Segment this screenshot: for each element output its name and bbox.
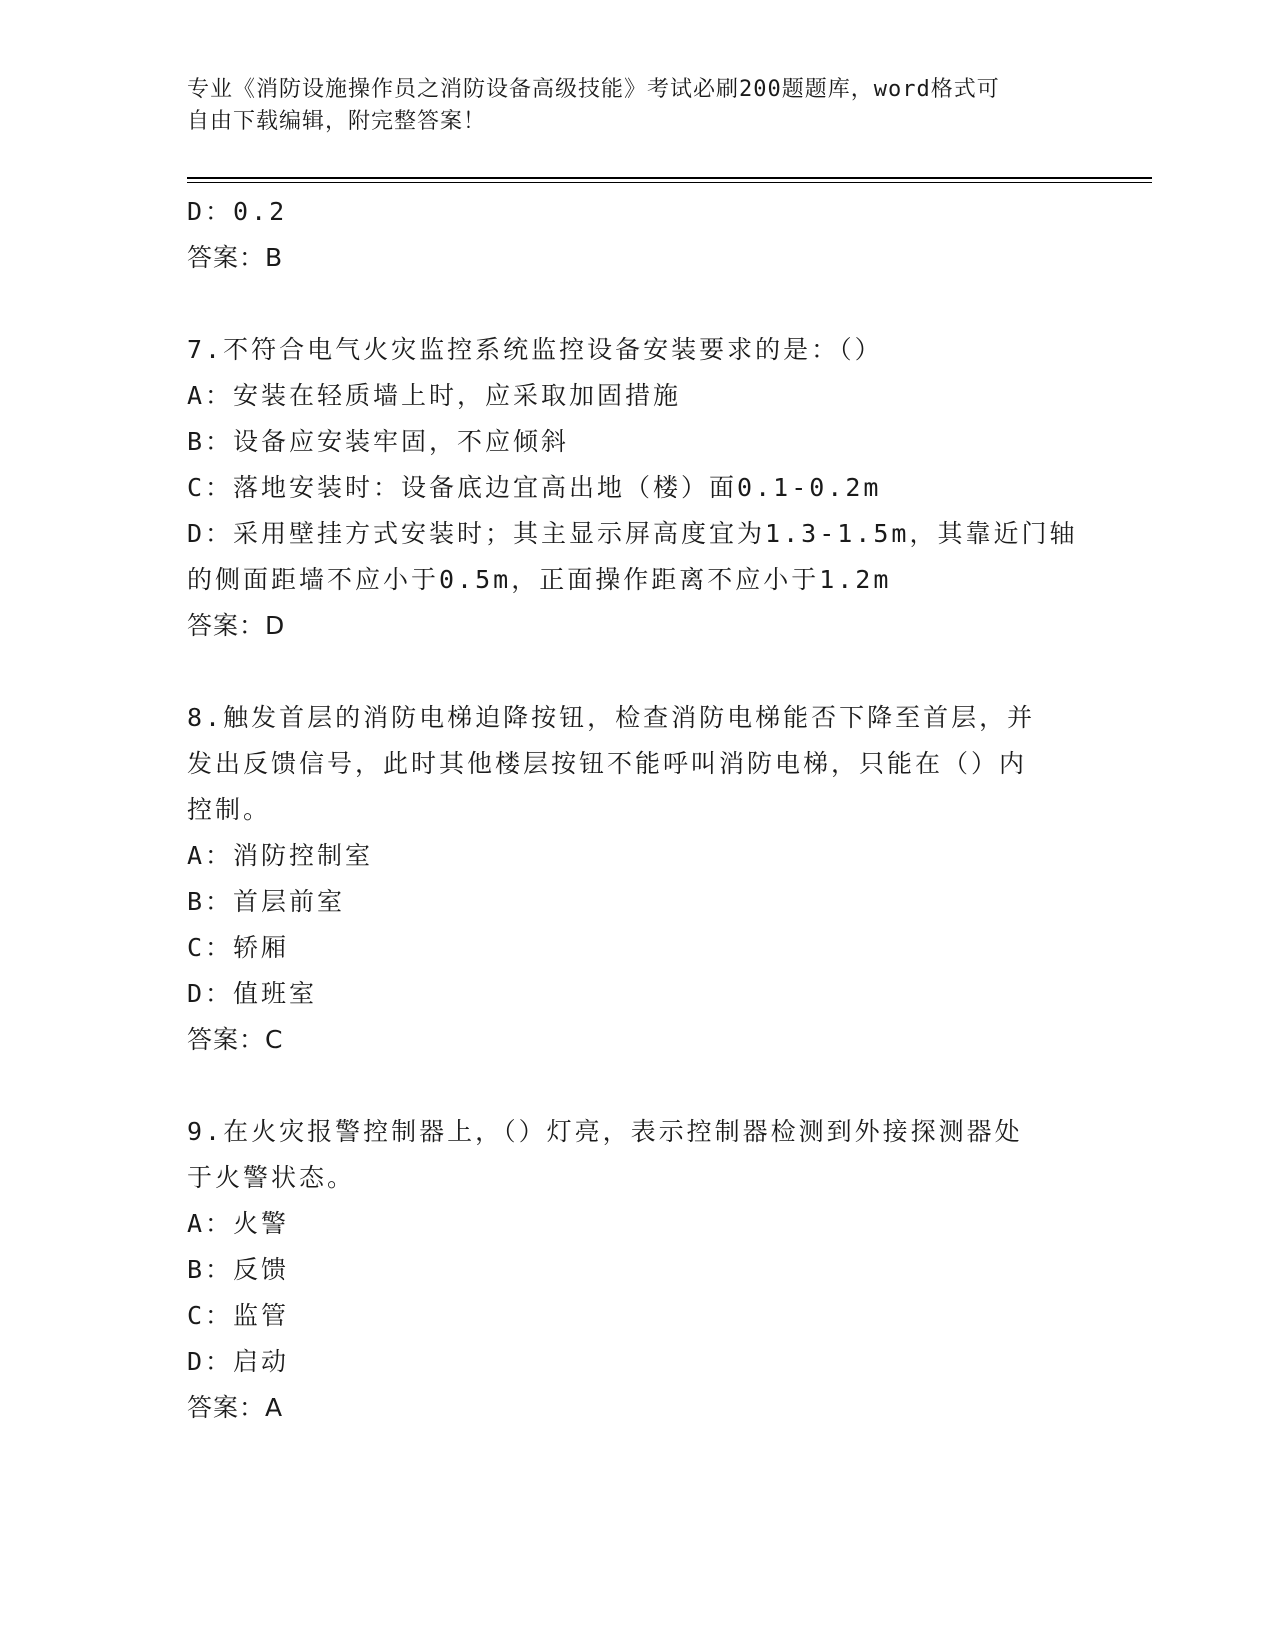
header-divider-thick — [187, 177, 1152, 179]
option-d-line-2: 的侧面距墙不应小于0.5m，正面操作距离不应小于1.2m — [187, 565, 892, 594]
option-b: B：反馈 — [187, 1255, 290, 1284]
option-a: A：火警 — [187, 1209, 290, 1238]
option-b: B：首层前室 — [187, 887, 346, 916]
header-divider-thin — [187, 182, 1152, 183]
spacer — [187, 281, 1087, 327]
header-title-line-2: 自由下载编辑，附完整答案！ — [187, 109, 487, 134]
answer-line: 答案：A — [187, 1393, 284, 1422]
option-a: A：安装在轻质墙上时，应采取加固措施 — [187, 381, 682, 410]
option-d: D：启动 — [187, 1347, 290, 1376]
question-text-line-2: 于火警状态。 — [187, 1163, 356, 1192]
question-text-line-1: 8.触发首层的消防电梯迫降按钮，检查消防电梯能否下降至首层，并 — [187, 703, 1036, 732]
answer-line: 答案：B — [187, 243, 284, 272]
option-c: C：监管 — [187, 1301, 290, 1330]
option-c: C：轿厢 — [187, 933, 290, 962]
question-text-line-3: 控制。 — [187, 795, 272, 824]
question-list — [187, 189, 1087, 1431]
question-text-line-1: 9.在火灾报警控制器上，（）灯亮，表示控制器检测到外接探测器处 — [187, 1117, 1023, 1146]
spacer — [187, 649, 1087, 695]
option-d-line-1: D：采用壁挂方式安装时；其主显示屏高度宜为1.3-1.5m，其靠近门轴 — [187, 519, 1078, 548]
spacer — [187, 1063, 1087, 1109]
option-d: D：0.2 — [187, 197, 288, 226]
option-a: A：消防控制室 — [187, 841, 374, 870]
answer-line: 答案：D — [187, 611, 286, 640]
option-c: C：落地安装时：设备底边宜高出地（楼）面0.1-0.2m — [187, 473, 882, 502]
document-header — [187, 74, 1087, 138]
question-block-7 — [187, 327, 1087, 649]
answer-line: 答案：C — [187, 1025, 284, 1054]
option-b: B：设备应安装牢固，不应倾斜 — [187, 427, 570, 456]
question-text: 7.不符合电气火灾监控系统监控设备安装要求的是：（） — [187, 335, 883, 364]
question-text-line-2: 发出反馈信号，此时其他楼层按钮不能呼叫消防电梯，只能在（）内 — [187, 749, 1028, 778]
option-d: D：值班室 — [187, 979, 318, 1008]
header-title-line-1: 专业《消防设施操作员之消防设备高级技能》考试必刷200题题库，word格式可 — [187, 77, 1000, 102]
question-block-prev — [187, 189, 1087, 281]
question-block-9 — [187, 1109, 1087, 1431]
question-block-8 — [187, 695, 1087, 1063]
